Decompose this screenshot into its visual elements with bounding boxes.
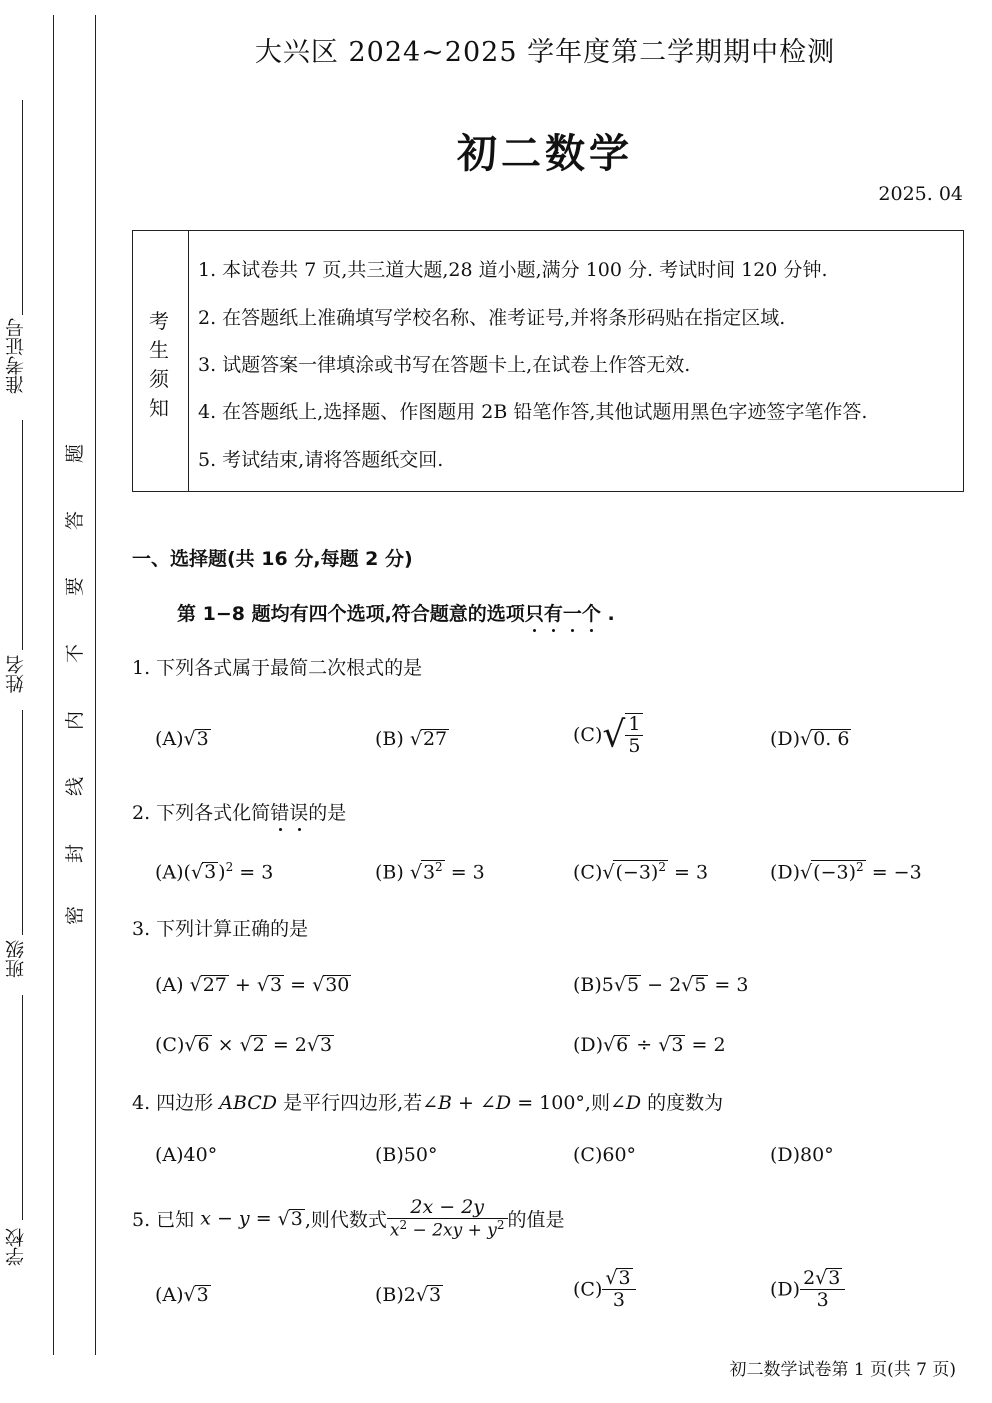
margin-label-exam-id: 准考证号	[5, 318, 27, 394]
exam-date: 2025. 04	[878, 183, 963, 205]
q5-option-d: (D) $\frac{2√3}{3}$	[770, 1268, 845, 1311]
q1-option-b: (B) √27	[375, 728, 448, 750]
q5-stem-text: ,则代数式	[304, 1209, 387, 1232]
margin-rule-inner	[95, 15, 96, 1355]
q4-var: B	[438, 1092, 452, 1114]
q3-option-b: (B)5√5 − 2√5 = 3	[573, 974, 749, 996]
q4-var: ABCD	[219, 1092, 278, 1114]
q2-option-c: $(C)√(-3)^2 = 3$	[573, 860, 709, 884]
exam-id-underline-2	[22, 420, 23, 650]
q5-option-b: (B)2√3	[375, 1284, 442, 1306]
margin-label-class: 班级	[5, 940, 27, 978]
class-underline	[22, 995, 23, 1220]
q2-stem-text: 的是	[308, 802, 347, 824]
page-footer: 初二数学试卷第 1 页(共 7 页)	[729, 1360, 956, 1380]
notice-item: 5. 考试结束,请将答题纸交回.	[198, 449, 444, 471]
q4-option-a: (A)40°	[155, 1144, 218, 1166]
instruction-text: 第 1−8 题均有四个选项,符合题意的选项	[177, 603, 525, 625]
q5-option-c: (C) $\frac{√3}{3}$	[573, 1268, 636, 1311]
q5-fraction: $\frac{2x - 2y}{x^2 - 2xy + y^2}$	[387, 1197, 508, 1240]
q5-stem-text: 的值是	[507, 1209, 565, 1232]
q4-stem-text: = 100°,则∠	[511, 1092, 626, 1114]
notice-item: 1. 本试卷共 7 页,共三道大题,28 道小题,满分 100 分. 考试时间 120 分钟.	[198, 259, 828, 281]
q4-option-c: (C)60°	[573, 1144, 637, 1166]
notice-label	[133, 231, 189, 491]
q5-stem-text: 5. 已知	[132, 1209, 201, 1232]
q4-var: D	[625, 1092, 642, 1114]
notice-label-char: 生	[149, 338, 169, 362]
q3-option-c: (C)√6 × √2 = 2√3	[155, 1034, 333, 1056]
emphasis-char: 一	[563, 599, 582, 626]
section-title: 一、选择题(共 16 分,每题 2 分)	[132, 548, 413, 570]
emphasis-char: 只	[525, 599, 544, 626]
q4-stem-text: 的度数为	[641, 1092, 724, 1114]
emphasis-char: 有	[544, 599, 563, 626]
name-underline	[22, 710, 23, 935]
seal-char: 不	[64, 643, 87, 664]
question-2-stem	[132, 798, 346, 825]
notice-label-char: 须	[149, 367, 169, 391]
q4-var: D	[495, 1092, 512, 1114]
q4-stem-text: 4. 四边形	[132, 1092, 220, 1114]
q2-stem-text: 2. 下列各式化简	[132, 802, 271, 824]
notice-item: 2. 在答题纸上准确填写学校名称、准考证号,并将条形码贴在指定区域.	[198, 307, 786, 329]
instruction-text: .	[600, 603, 615, 625]
q2-option-d: $(D)√(-3)^2 = -3$	[770, 860, 922, 884]
exam-id-underline	[22, 100, 23, 315]
seal-char: 内	[64, 710, 87, 731]
question-5-stem: 5. 已知 x − y = √3 ,则代数式 $\frac{2x - 2y}{x^2 - 2xy + y^2}$ 的值是	[132, 1196, 565, 1241]
q2-option-b: (B) $√3^2 = 3$	[375, 860, 485, 884]
q1-option-d: (D)√0. 6	[770, 728, 850, 750]
q4-stem-text: 是平行四边形,若∠	[277, 1092, 439, 1114]
section-instruction	[177, 599, 615, 626]
notice-box	[132, 230, 964, 492]
exam-title: 大兴区 2024~2025 学年度第二学期期中检测	[254, 37, 836, 68]
q4-option-b: (B)50°	[375, 1144, 438, 1166]
q3-option-a: (A) √27 + √3 = √30	[155, 974, 350, 996]
emphasis-char: 误	[289, 798, 308, 825]
question-1-stem: 1. 下列各式属于最简二次根式的是	[132, 657, 423, 679]
notice-item: 3. 试题答案一律填涂或书写在答题卡上,在试卷上作答无效.	[198, 354, 691, 376]
notice-label-char: 知	[149, 396, 169, 420]
seal-char: 封	[64, 843, 87, 864]
margin-rule-outer	[53, 15, 54, 1355]
margin-label-school: 学校	[5, 1228, 27, 1266]
seal-char: 题	[64, 443, 87, 464]
margin-label-name: 姓名	[5, 655, 27, 693]
question-4-stem	[132, 1088, 723, 1115]
q4-stem-text: + ∠	[452, 1092, 496, 1114]
notice-item: 4. 在答题纸上,选择题、作图题用 2B 铅笔作答,其他试题用黑色字迹签字笔作答.	[198, 401, 868, 423]
q2-option-a: (A)(√3 )$^2$ = 3	[155, 860, 274, 884]
emphasis-char: 错	[270, 798, 289, 825]
q5-condition: x − y =	[200, 1207, 278, 1230]
emphasis-char: 个	[582, 599, 601, 626]
seal-char: 线	[64, 776, 87, 797]
subject-title: 初二数学	[457, 131, 633, 177]
q1-option-a: (A)√3	[155, 728, 209, 750]
seal-char: 要	[64, 576, 87, 597]
q5-option-a: (A)√3	[155, 1284, 209, 1306]
q4-option-d: (D)80°	[770, 1144, 834, 1166]
seal-char: 密	[64, 905, 87, 926]
q3-option-d: (D)√6 ÷ √3 = 2	[573, 1034, 726, 1056]
question-3-stem: 3. 下列计算正确的是	[132, 918, 309, 940]
q1-option-c: (C)√ $\frac{1}{5}$	[573, 713, 643, 757]
notice-label-char: 考	[149, 309, 169, 333]
seal-char: 答	[64, 510, 87, 531]
